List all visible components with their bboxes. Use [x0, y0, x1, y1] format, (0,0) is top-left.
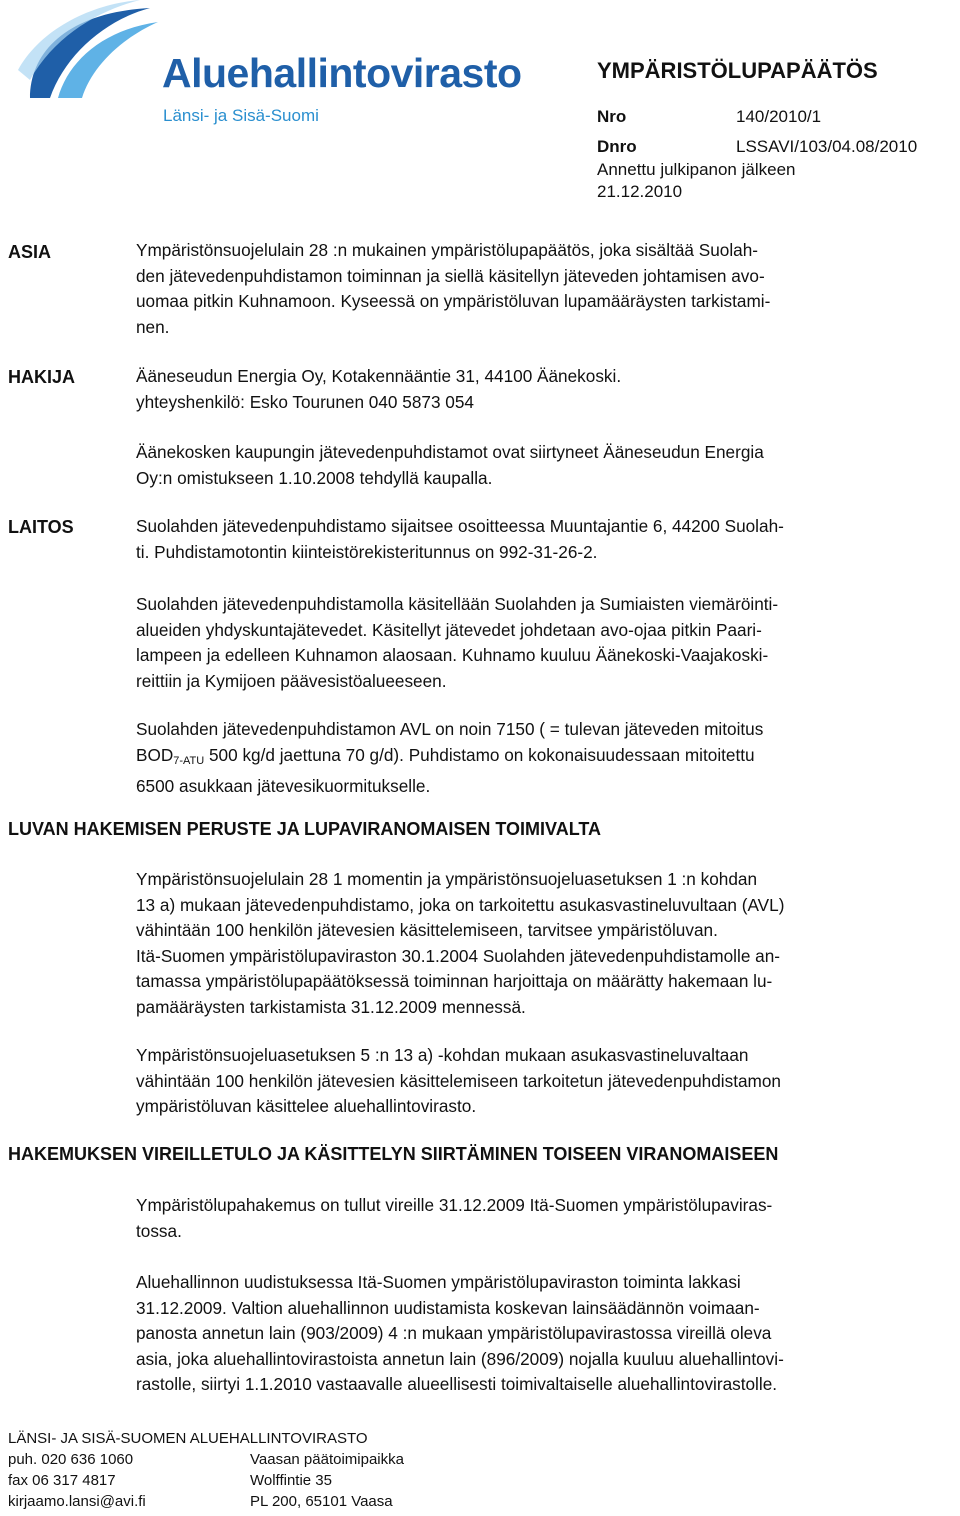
footer-street: Wolffintie 35	[250, 1472, 332, 1489]
laitos-line: Suolahden jätevedenpuhdistamo sijaitsee osoitteessa Muuntajantie 6, 44200 Suolah-	[136, 516, 784, 536]
luvan-line: vähintään 100 henkilön jätevesien käsittelemiseen tarkoitetun jätevedenpuhdistamon	[136, 1070, 781, 1091]
hakija-text	[136, 364, 960, 415]
asia-label: ASIA	[8, 242, 52, 262]
footer-fax: fax 06 317 4817	[8, 1472, 116, 1489]
laitos-line: alueiden yhdyskuntajätevedet. Käsitellyt jätevedet johdetaan avo-ojaa pitkin Paari-	[136, 619, 762, 640]
laitos-line: ti. Puhdistamotontin kiinteistörekisteritunnus on 992-31-26-2.	[136, 541, 598, 562]
luvan-line: Ympäristönsuojeluasetuksen 5 :n 13 a) -kohdan mukaan asukasvastineluvaltaan	[136, 1045, 749, 1065]
asia-line: uomaa pitkin Kuhnamoon. Kyseessä on ympäristöluvan lupamääräysten tarkistami-	[136, 291, 771, 311]
hakija-note	[136, 440, 960, 491]
hakemus-line: Ympäristölupahakemus on tullut vireille 31.12.2009 Itä-Suomen ympäristölupaviras-	[136, 1195, 773, 1215]
laitos-bod-line	[136, 743, 960, 775]
hakemus-p2	[136, 1270, 960, 1398]
footer-org: LÄNSI- JA SISÄ-SUOMEN ALUEHALLINTOVIRASTO	[8, 1430, 368, 1447]
bod-text: BOD	[136, 744, 174, 765]
laitos-line: 6500 asukkaan jätevesikuormitukselle.	[136, 776, 431, 796]
luvan-line: Ympäristönsuojelulain 28 1 momentin ja ympäristönsuojeluasetuksen 1 :n kohdan	[136, 869, 758, 889]
laitos-line: Suolahden jätevedenpuhdistamolla käsitellään Suolahden ja Sumiaisten viemäröinti-	[136, 594, 779, 614]
hakemus-line: asia, joka aluehallintovirastoista annetun lain (896/2009) nojalla kuuluu aluehallintovi-	[136, 1348, 784, 1369]
luvan-line: 13 a) mukaan jätevedenpuhdistamo, joka on tarkoitettu asukasvastineluvultaan (AVL)	[136, 894, 785, 915]
hakemus-line: panosta annetun lain (903/2009) 4 :n mukaan ympäristölupavirastossa vireillä oleva	[136, 1323, 772, 1343]
luvan-p1	[136, 867, 960, 1020]
laitos-line: lampeen ja edelleen Kuhnamon alaosaan. Kuhnamo kuuluu Äänekoski-Vaajakoski-	[136, 645, 769, 665]
agency-region: Länsi- ja Sisä-Suomi	[163, 106, 319, 125]
bod-subscript: 7-ATU	[173, 754, 205, 767]
hakemus-line: Aluehallinnon uudistuksessa Itä-Suomen ympäristölupaviraston toiminta lakkasi	[136, 1272, 741, 1292]
footer-phone: puh. 020 636 1060	[8, 1451, 134, 1468]
bod-rest: 500 kg/d jaettuna 70 g/d). Puhdistamo on kokonaisuudessaan mitoitettu	[204, 744, 755, 765]
footer-office: Vaasan päätoimipaikka	[250, 1451, 404, 1468]
agency-logo-swoosh	[10, 0, 160, 100]
asia-text	[136, 238, 960, 340]
laitos-line: Suolahden jätevedenpuhdistamon AVL on noin 7150 ( = tulevan jäteveden mitoitus	[136, 719, 764, 739]
hakija-name: Ääneseudun Energia Oy, Kotakennääntie 31, 44100 Äänekoski.	[136, 366, 622, 386]
hakija-note-line: Oy:n omistukseen 1.10.2008 tehdyllä kaupalla.	[136, 467, 493, 488]
asia-line: nen.	[136, 316, 170, 337]
issued-date-line2: 21.12.2010	[597, 182, 683, 201]
section-heading-luvan: LUVAN HAKEMISEN PERUSTE JA LUPAVIRANOMAISEN TOIMIVALTA	[8, 819, 602, 839]
laitos-p1	[136, 514, 960, 565]
luvan-line: ympäristöluvan käsittelee aluehallintovirasto.	[136, 1096, 477, 1116]
nro-value: 140/2010/1	[736, 107, 822, 126]
hakemus-p1	[136, 1193, 960, 1244]
dnro-label: Dnro	[597, 137, 637, 156]
luvan-p2	[136, 1043, 960, 1120]
laitos-p3	[136, 717, 960, 800]
hakemus-line: tossa.	[136, 1220, 182, 1241]
hakija-note-line: Äänekosken kaupungin jätevedenpuhdistamot ovat siirtyneet Ääneseudun Energia	[136, 442, 764, 462]
laitos-label: LAITOS	[8, 517, 74, 537]
issued-date-line1: Annettu julkipanon jälkeen	[597, 160, 796, 179]
footer-postal: PL 200, 65101 Vaasa	[250, 1493, 393, 1510]
luvan-line: pamääräysten tarkistamista 31.12.2009 mennessä.	[136, 996, 526, 1017]
luvan-line: Itä-Suomen ympäristölupaviraston 30.1.2004 Suolahden jätevedenpuhdistamolle an-	[136, 945, 780, 966]
luvan-line: vähintään 100 henkilön jätevesien käsittelemiseen, tarvitsee ympäristöluvan.	[136, 920, 718, 940]
asia-line: Ympäristönsuojelulain 28 :n mukainen ympäristölupapäätös, joka sisältää Suolah-	[136, 240, 758, 260]
hakija-contact: yhteyshenkilö: Esko Tourunen 040 5873 054	[136, 391, 474, 412]
hakemus-line: 31.12.2009. Valtion aluehallinnon uudistamista koskevan lainsäädännön voimaan-	[136, 1297, 760, 1318]
hakija-label: HAKIJA	[8, 367, 76, 387]
asia-line: den jätevedenpuhdistamon toiminnan ja siellä käsitellyn jäteveden johtamisen avo-	[136, 265, 765, 286]
luvan-line: tamassa ympäristölupapäätöksessä toiminnan harjoittaja on määrätty hakemaan lu-	[136, 971, 773, 991]
dnro-value: LSSAVI/103/04.08/2010	[736, 137, 918, 156]
section-heading-hakemus: HAKEMUKSEN VIREILLETULO JA KÄSITTELYN SIIRTÄMINEN TOISEEN VIRANOMAISEEN	[8, 1144, 779, 1164]
laitos-p2	[136, 592, 960, 694]
hakemus-line: rastolle, siirtyi 1.1.2010 vastaavalle alueellisesti toimivaltaiselle aluehallintovirastolle.	[136, 1374, 778, 1394]
nro-label: Nro	[597, 107, 627, 126]
document-type: YMPÄRISTÖLUPAPÄÄTÖS	[597, 58, 878, 83]
laitos-line: reittiin ja Kymijoen päävesistöalueeseen.	[136, 670, 447, 691]
agency-logo-text: Aluehallintovirasto	[162, 50, 522, 96]
footer-email[interactable]: kirjaamo.lansi@avi.fi	[8, 1493, 146, 1510]
